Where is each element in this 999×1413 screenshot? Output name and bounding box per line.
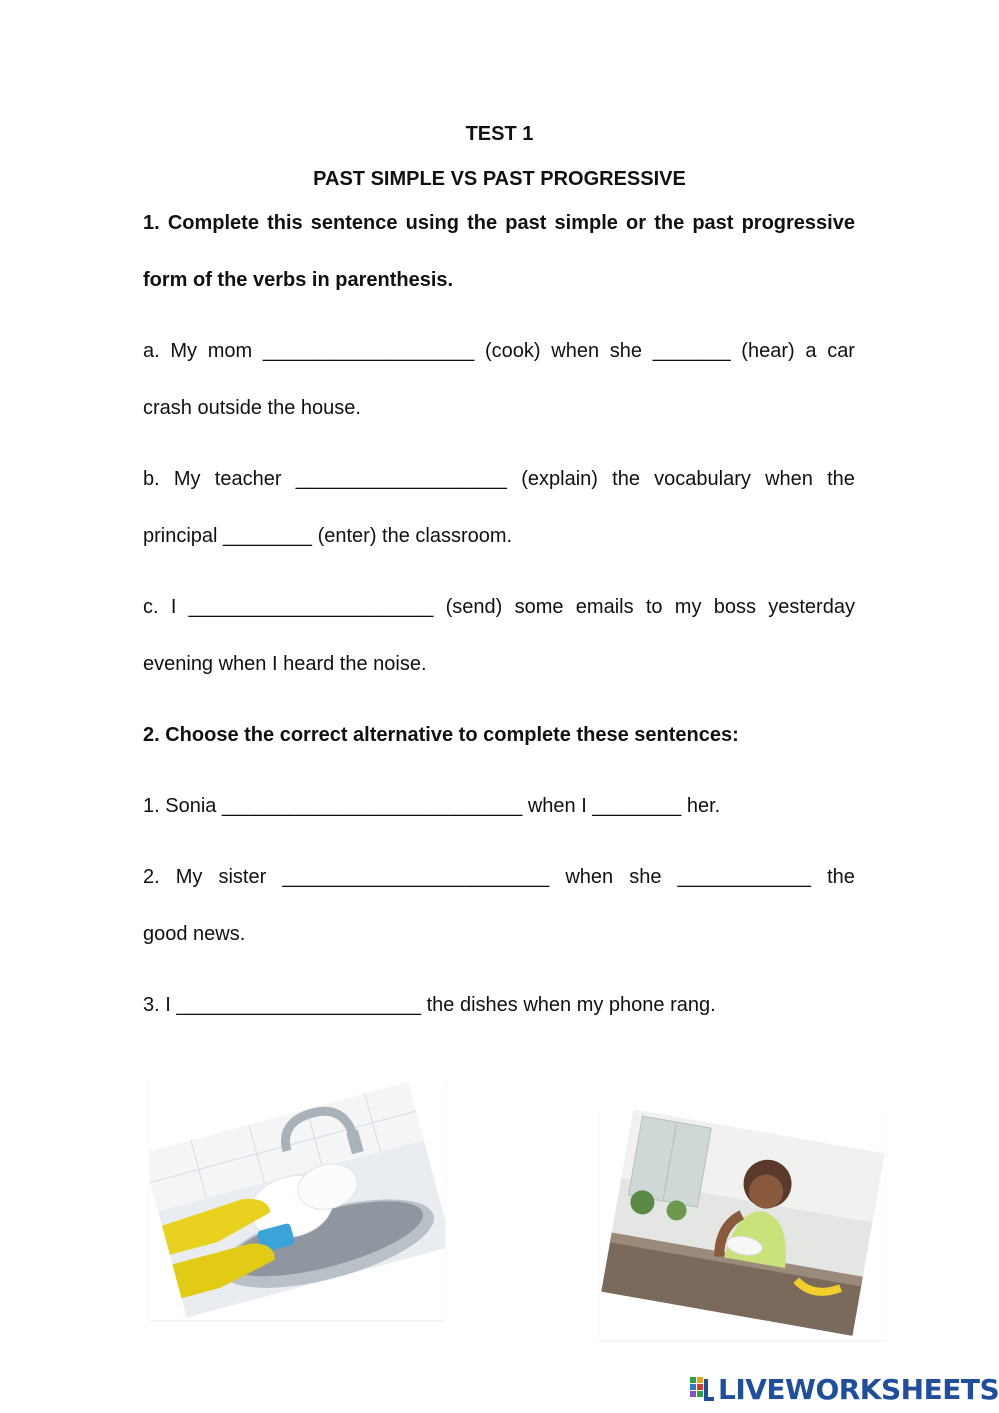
word: she bbox=[629, 866, 662, 888]
word: ___________________ bbox=[295, 468, 508, 490]
exercise-1-instruction bbox=[143, 210, 855, 236]
exercise-2-item-2-cont: good news. bbox=[143, 923, 246, 945]
word: (hear) bbox=[741, 340, 795, 362]
dishwashing-photo bbox=[150, 1080, 445, 1320]
word: My bbox=[173, 468, 201, 490]
word: progressive bbox=[741, 212, 855, 234]
word: ___________________ bbox=[262, 340, 475, 362]
word: 1. bbox=[143, 212, 160, 234]
word: b. bbox=[143, 468, 160, 490]
exercise-2-item-2 bbox=[143, 864, 855, 890]
exercise-1-item-a-cont: crash outside the house. bbox=[143, 397, 361, 419]
word: I bbox=[170, 596, 177, 618]
word: when bbox=[565, 866, 614, 888]
word: or bbox=[626, 212, 647, 234]
word: ____________ bbox=[677, 866, 812, 888]
word: the bbox=[467, 212, 498, 234]
word: yesterday bbox=[768, 596, 855, 618]
exercise-2-item-1: 1. Sonia ___________________________ when I ________ her. bbox=[143, 795, 721, 817]
exercise-1-item-a bbox=[143, 338, 855, 364]
page-title: TEST 1 bbox=[465, 123, 534, 145]
word: vocabulary bbox=[654, 468, 751, 490]
word: _______ bbox=[652, 340, 731, 362]
word: past bbox=[692, 212, 734, 234]
exercise-2-item-3: 3. I ______________________ the dishes when my phone rang. bbox=[143, 994, 716, 1016]
page-subtitle: PAST SIMPLE VS PAST PROGRESSIVE bbox=[313, 168, 686, 190]
word: the bbox=[654, 212, 685, 234]
word: mom bbox=[207, 340, 253, 362]
exercise-1-item-b bbox=[143, 466, 855, 492]
word: the bbox=[612, 468, 640, 490]
word: the bbox=[827, 866, 855, 888]
word: 2. bbox=[143, 866, 160, 888]
word: sentence bbox=[310, 212, 398, 234]
exercise-1-item-b-cont: principal ________ (enter) the classroom. bbox=[143, 525, 513, 547]
word: when bbox=[551, 340, 600, 362]
word: a bbox=[805, 340, 817, 362]
liveworksheets-logo-icon bbox=[690, 1375, 716, 1403]
word: the bbox=[827, 468, 855, 490]
word: Complete bbox=[167, 212, 259, 234]
word: My bbox=[175, 866, 203, 888]
word: to bbox=[645, 596, 663, 618]
word: using bbox=[405, 212, 459, 234]
word: some bbox=[514, 596, 564, 618]
word: My bbox=[170, 340, 198, 362]
word: ________________________ bbox=[282, 866, 550, 888]
word: simple bbox=[554, 212, 618, 234]
word: boss bbox=[713, 596, 756, 618]
word: c. bbox=[143, 596, 159, 618]
word: this bbox=[267, 212, 303, 234]
exercise-1-item-c-cont: evening when I heard the noise. bbox=[143, 653, 427, 675]
word: car bbox=[827, 340, 855, 362]
word: a. bbox=[143, 340, 160, 362]
word: past bbox=[505, 212, 547, 234]
woman-eating-photo bbox=[600, 1110, 885, 1340]
word: (explain) bbox=[521, 468, 598, 490]
word: sister bbox=[218, 866, 267, 888]
word: my bbox=[674, 596, 702, 618]
liveworksheets-logo bbox=[690, 1372, 999, 1406]
word: (send) bbox=[445, 596, 503, 618]
exercise-1-item-c bbox=[143, 594, 855, 620]
word: (cook) bbox=[484, 340, 541, 362]
word: ______________________ bbox=[188, 596, 434, 618]
liveworksheets-logo-text: LIVEWORKSHEETS bbox=[718, 1372, 999, 1406]
word: teacher bbox=[214, 468, 282, 490]
word: she bbox=[609, 340, 643, 362]
exercise-2-instruction: 2. Choose the correct alternative to complete these sentences: bbox=[143, 724, 739, 746]
exercise-1-instruction-cont: form of the verbs in parenthesis. bbox=[143, 269, 454, 291]
word: when bbox=[765, 468, 813, 490]
word: emails bbox=[575, 596, 634, 618]
